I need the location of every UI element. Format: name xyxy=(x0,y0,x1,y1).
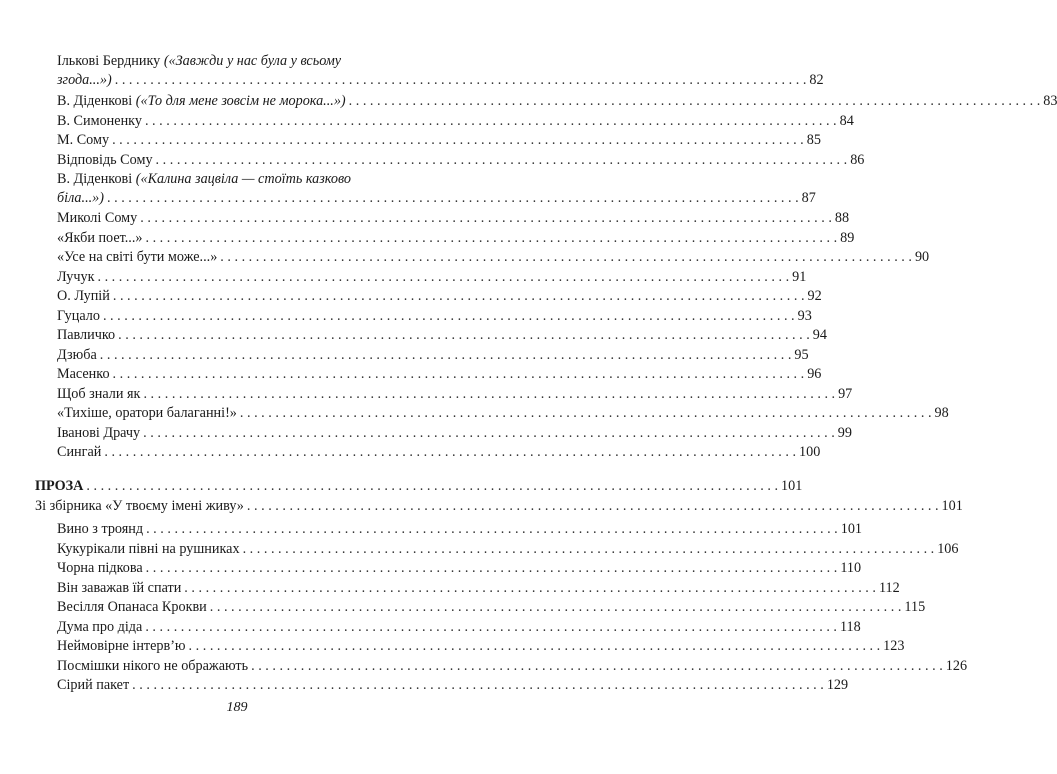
toc-entry-tykhishe xyxy=(57,404,949,423)
entry-title: В. Діденкові xyxy=(57,171,136,187)
dot-leader xyxy=(210,598,902,617)
dot-leader xyxy=(146,559,838,578)
dot-leader xyxy=(247,497,939,516)
entry-title: Лучук xyxy=(57,268,95,285)
dot-leader xyxy=(115,71,807,90)
entry-title: Миколі Сому xyxy=(57,210,138,226)
page-number: 101 xyxy=(840,521,862,537)
page-number: 126 xyxy=(945,657,968,674)
entry-subtitle: («Калина зацвіла — стоїть казково xyxy=(135,171,352,187)
toc-entry-chorna-pidkova xyxy=(57,559,862,578)
entry-title: Гуцало xyxy=(57,307,100,324)
page-number: 101 xyxy=(941,498,963,514)
entry-title: В. Діденкові xyxy=(57,93,136,109)
entry-title: Відповідь Сому xyxy=(57,151,153,168)
page-number: 88 xyxy=(834,210,850,226)
collection-title: Зі збірника «У твоєму імені живу» xyxy=(35,498,244,514)
toc-entry-luchuk xyxy=(57,268,807,287)
page-number: 83 xyxy=(1043,93,1057,109)
dot-leader xyxy=(103,307,795,326)
page-number: 95 xyxy=(794,346,809,363)
entry-title: Вино з троянд xyxy=(57,521,144,537)
page-number: 86 xyxy=(850,151,865,168)
entry-title: Посмішки нікого не ображають xyxy=(57,657,249,674)
page-folio: 189 xyxy=(226,700,248,715)
section-title: ПРОЗА xyxy=(35,478,84,494)
page-number: 106 xyxy=(937,540,959,557)
dot-leader xyxy=(145,229,837,248)
page-number: 98 xyxy=(934,405,949,421)
page-number: 97 xyxy=(838,385,853,402)
toc-entry-berdnyk xyxy=(57,52,824,91)
entry-title: Ількові Берднику xyxy=(57,53,164,69)
dot-leader xyxy=(145,112,837,131)
page-number: 87 xyxy=(801,190,816,207)
dot-leader xyxy=(220,248,912,267)
entry-title: Кукурікали півні на рушниках xyxy=(57,540,240,557)
toc-entry-posmishky xyxy=(57,657,968,676)
toc-entry-mykoli-somu xyxy=(57,209,850,228)
entry-title: Павличко xyxy=(57,327,116,343)
page-number: 100 xyxy=(799,444,821,460)
toc-entry-synhai xyxy=(57,443,821,462)
dot-leader xyxy=(240,404,932,423)
page-number: 110 xyxy=(840,560,862,576)
page-number: 84 xyxy=(839,112,854,129)
toc-section-proza xyxy=(35,477,803,496)
entry-title: Щоб знали як xyxy=(57,385,141,402)
dot-leader xyxy=(189,637,881,656)
entry-title: «Якби поет...» xyxy=(57,229,143,246)
page-number: 99 xyxy=(837,424,852,441)
dot-leader xyxy=(113,365,805,384)
toc-entry-vyno xyxy=(57,520,862,539)
page-number: 115 xyxy=(904,599,926,615)
toc-entry-yakby-poet xyxy=(57,229,855,248)
toc-entry-shchob-znaly xyxy=(57,385,853,404)
entry-subtitle-cont: біла...») xyxy=(57,190,104,207)
dot-leader xyxy=(349,92,1041,111)
toc-collection xyxy=(35,497,963,516)
entry-title: Іванові Драчу xyxy=(57,424,141,441)
toc-entry-symonenko xyxy=(57,112,854,131)
entry-title: М. Сому xyxy=(57,132,110,148)
page-number: 129 xyxy=(826,677,849,693)
page-number: 94 xyxy=(812,327,827,343)
toc-entry-didenko-2 xyxy=(57,170,816,209)
entry-title: Дзюба xyxy=(57,346,97,363)
dot-leader xyxy=(145,618,837,637)
dot-leader xyxy=(104,443,796,462)
page-number: 118 xyxy=(839,618,861,635)
toc-entry-vidpovid-somu xyxy=(57,151,865,170)
page-number: 90 xyxy=(914,249,930,265)
dot-leader xyxy=(113,287,805,306)
dot-leader xyxy=(156,151,848,170)
toc-entry-som xyxy=(57,131,821,150)
entry-title: Сірий пакет xyxy=(57,677,130,693)
dot-leader xyxy=(251,657,943,676)
toc-entry-hutsalo xyxy=(57,307,812,326)
dot-leader xyxy=(97,268,789,287)
dot-leader xyxy=(143,424,835,443)
page-number: 96 xyxy=(807,366,822,382)
entry-title: Чорна підкова xyxy=(57,560,143,576)
dot-leader xyxy=(184,579,876,598)
dot-leader xyxy=(86,477,778,496)
dot-leader xyxy=(100,346,792,365)
page-number: 92 xyxy=(807,288,822,304)
page-number: 93 xyxy=(797,307,812,324)
entry-title: Дума про діда xyxy=(57,618,143,635)
toc-entry-vesillia xyxy=(57,598,926,617)
page-number: 101 xyxy=(781,478,803,494)
toc-entry-vin-zavazhav xyxy=(57,579,900,598)
toc-entry-masenko xyxy=(57,365,822,384)
toc-entry-siryi-paket xyxy=(57,676,849,695)
entry-title: Він заважав їй спати xyxy=(57,579,182,596)
page-number: 89 xyxy=(840,229,855,246)
toc-entry-didenko-1 xyxy=(57,92,1057,111)
entry-title: О. Лупій xyxy=(57,288,110,304)
entry-title: «Тихіше, оратори балаганні!» xyxy=(57,405,237,421)
dot-leader xyxy=(112,131,804,150)
toc-entry-use-na-sviti xyxy=(57,248,930,267)
toc-entry-dziuba xyxy=(57,346,809,365)
toc-entry-pavlychko xyxy=(57,326,827,345)
toc-entry-lupiy xyxy=(57,287,822,306)
dot-leader xyxy=(107,189,799,208)
dot-leader xyxy=(146,520,838,539)
entry-title: Весілля Опанаса Крокви xyxy=(57,599,207,615)
page-number: 91 xyxy=(792,268,807,285)
dot-leader xyxy=(243,540,935,559)
dot-leader xyxy=(132,676,824,695)
entry-subtitle: («То для мене зовсім не морока...») xyxy=(135,93,346,109)
entry-subtitle-cont: згода...») xyxy=(57,72,112,89)
entry-title: В. Симоненку xyxy=(57,112,142,129)
toc-entry-interviu xyxy=(57,637,905,656)
page-number: 85 xyxy=(806,132,821,148)
entry-title: Сингай xyxy=(57,444,102,460)
toc-entry-kukurikaly xyxy=(57,540,959,559)
dot-leader xyxy=(143,385,835,404)
page-number: 123 xyxy=(883,638,905,654)
dot-leader xyxy=(118,326,810,345)
dot-leader xyxy=(140,209,832,228)
toc-entry-drach xyxy=(57,424,852,443)
entry-title: Неймовірне інтерв’ю xyxy=(57,638,186,654)
entry-title: Масенко xyxy=(57,366,110,382)
page-number: 112 xyxy=(878,579,900,596)
toc-entry-duma xyxy=(57,618,861,637)
entry-subtitle: («Завжди у нас була у всьому xyxy=(163,53,342,69)
page-number: 82 xyxy=(809,72,824,89)
entry-title: «Усе на світі бути може...» xyxy=(57,249,218,265)
